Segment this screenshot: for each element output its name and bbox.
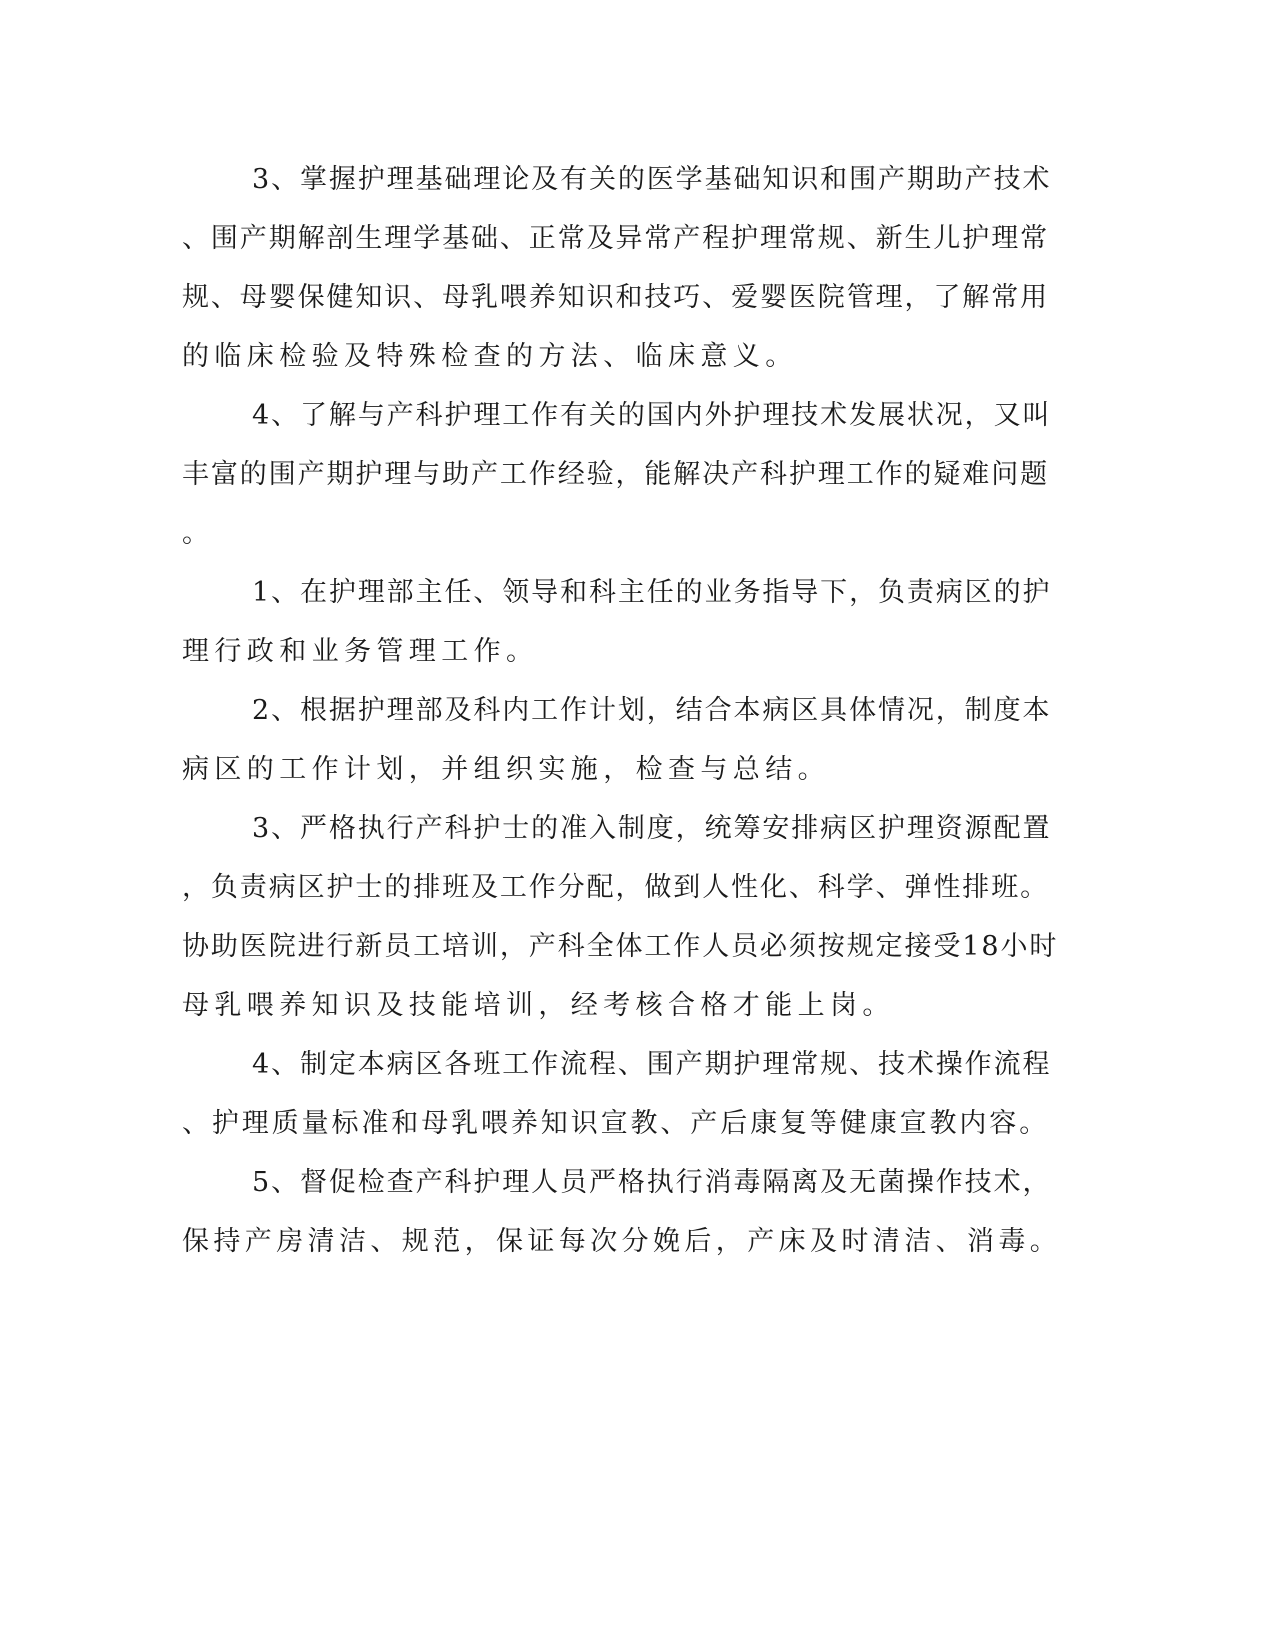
paragraph-2-line-2: 丰富的围产期护理与助产工作经验，能解决产科护理工作的疑难问题	[182, 459, 1049, 490]
paragraph-1-line-4: 的临床检验及特殊检查的方法、临床意义。	[182, 341, 798, 372]
paragraph-5-line-2: ，负责病区护士的排班及工作分配，做到人性化、科学、弹性排班。	[182, 872, 1049, 903]
paragraph-5-line-3: 协助医院进行新员工培训，产科全体工作人员必须按规定接受18小时	[182, 931, 1059, 962]
paragraph-3-line-1: 1、在护理部主任、领导和科主任的业务指导下，负责病区的护	[252, 577, 1052, 608]
paragraph-1-line-2: 、围产期解剖生理学基础、正常及异常产程护理常规、新生儿护理常	[182, 223, 1049, 254]
paragraph-2-line-1: 4、了解与产科护理工作有关的国内外护理技术发展状况，又叫	[252, 400, 1052, 431]
paragraph-6-line-1: 4、制定本病区各班工作流程、围产期护理常规、技术操作流程	[252, 1049, 1052, 1080]
paragraph-4-line-1: 2、根据护理部及科内工作计划，结合本病区具体情况，制度本	[252, 695, 1052, 726]
paragraph-5-line-1: 3、严格执行产科护士的准入制度，统筹安排病区护理资源配置	[252, 813, 1052, 844]
paragraph-1-line-1: 3、掌握护理基础理论及有关的医学基础知识和围产期助产技术	[252, 164, 1052, 195]
paragraph-2-line-3: 。	[182, 518, 215, 549]
paragraph-7-line-1: 5、督促检查产科护理人员严格执行消毒隔离及无菌操作技术，	[252, 1167, 1052, 1198]
paragraph-5-line-4: 母乳喂养知识及技能培训，经考核合格才能上岗。	[182, 990, 895, 1021]
paragraph-3-line-2: 理行政和业务管理工作。	[182, 636, 539, 667]
paragraph-7-line-2: 保持产房清洁、规范，保证每次分娩后，产床及时清洁、消毒。	[182, 1226, 1062, 1257]
paragraph-4-line-2: 病区的工作计划，并组织实施，检查与总结。	[182, 754, 830, 785]
paragraph-6-line-2: 、护理质量标准和母乳喂养知识宣教、产后康复等健康宣教内容。	[182, 1108, 1050, 1139]
paragraph-1-line-3: 规、母婴保健知识、母乳喂养知识和技巧、爱婴医院管理，了解常用	[182, 282, 1049, 313]
